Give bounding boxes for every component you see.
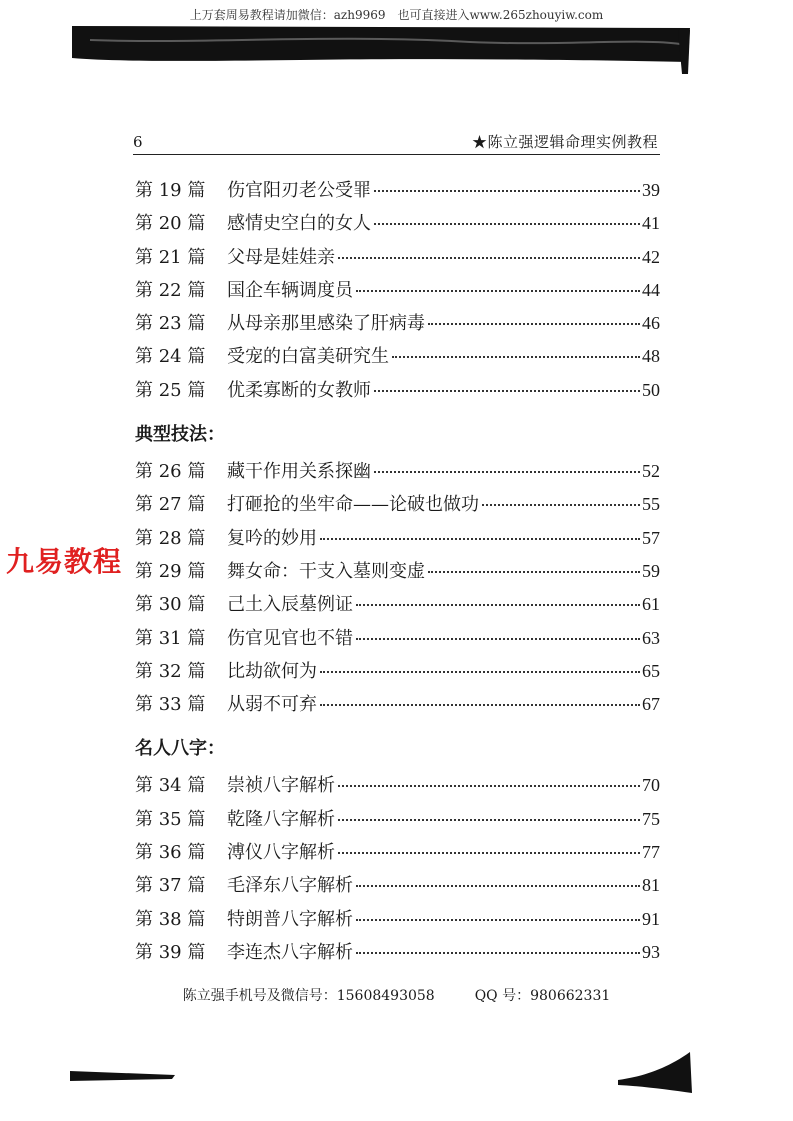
toc-entry-number: 第 30 篇 [135, 594, 206, 616]
toc-entry [135, 457, 660, 490]
toc-entry [135, 309, 660, 342]
header-rule [133, 154, 660, 155]
toc-leader-dots [482, 504, 640, 506]
toc-entry-title: 打砸抢的坐牢命——论破也做功 [227, 494, 479, 516]
toc-entry [135, 771, 660, 804]
toc-leader-dots [428, 571, 640, 573]
toc-entry [135, 690, 660, 723]
toc-entry-number: 第 19 篇 [135, 180, 206, 201]
toc-entry-title: 毛泽东八字解析 [227, 875, 353, 897]
toc-entry-title: 崇祯八字解析 [227, 775, 335, 797]
toc-entry [135, 938, 660, 971]
toc-entry-number: 第 22 篇 [135, 279, 206, 301]
footer-qq: QQ 号：980662331 [474, 988, 611, 1004]
toc-leader-dots [356, 952, 640, 954]
page-number: 6 [133, 133, 143, 151]
toc-entry-title: 伤官见官也不错 [227, 627, 353, 649]
toc-leader-dots [374, 223, 640, 225]
toc-entry-number: 第 34 篇 [135, 775, 206, 797]
toc-entry [135, 871, 660, 904]
running-title: ★陈立强逻辑命理实例教程 [471, 133, 658, 151]
toc-leader-dots [374, 390, 640, 392]
table-of-contents [135, 176, 660, 971]
toc-group-1 [135, 176, 660, 409]
toc-entry-number: 第 37 篇 [135, 875, 206, 897]
toc-entry-page: 61 [642, 594, 660, 615]
toc-entry-number: 第 27 篇 [135, 494, 206, 516]
toc-entry-page: 63 [642, 627, 660, 648]
toc-entry [135, 805, 660, 838]
toc-entry-title: 乾隆八字解析 [227, 808, 335, 830]
toc-entry-page: 55 [642, 494, 660, 515]
toc-entry-number: 第 25 篇 [135, 379, 206, 401]
toc-leader-dots [392, 356, 640, 358]
footer-phone: 陈立强手机号及微信号：15608493058 [182, 988, 435, 1004]
toc-leader-dots [374, 190, 640, 192]
toc-leader-dots [320, 671, 640, 673]
toc-entry-title: 己土入辰墓例证 [227, 594, 353, 616]
toc-entry-page: 65 [642, 660, 660, 681]
toc-entry [135, 276, 660, 309]
toc-entry-page: 75 [642, 808, 660, 829]
toc-entry-page: 91 [642, 908, 660, 929]
top-right-tab [678, 30, 690, 74]
toc-entry [135, 376, 660, 409]
toc-entry-title: 父母是娃娃亲 [227, 246, 335, 268]
toc-entry [135, 905, 660, 938]
toc-entry-page: 59 [642, 560, 660, 581]
toc-entry [135, 342, 660, 375]
toc-entry-number: 第 31 篇 [135, 627, 206, 649]
toc-entry-title: 李连杰八字解析 [227, 941, 353, 963]
toc-leader-dots [320, 538, 640, 540]
toc-entry-title: 复吟的妙用 [227, 527, 317, 549]
toc-leader-dots [428, 323, 640, 325]
toc-entry-title: 比劫欲何为 [227, 660, 317, 682]
toc-leader-dots [338, 257, 640, 259]
toc-entry-number: 第 20 篇 [135, 213, 206, 235]
footer-contact [0, 985, 793, 1005]
toc-entry [135, 838, 660, 871]
toc-entry [135, 524, 660, 557]
top-bar-highlight [90, 39, 680, 44]
bottom-left-bar [70, 1071, 175, 1081]
toc-entry-title: 藏干作用关系探幽 [227, 461, 371, 483]
toc-entry-page: 41 [642, 213, 660, 234]
toc-entry [135, 557, 660, 590]
toc-entry-title: 伤官阳刃老公受罪 [227, 180, 371, 201]
top-black-bar [72, 26, 690, 62]
toc-entry-page: 52 [642, 461, 660, 482]
toc-entry-title: 国企车辆调度员 [227, 279, 353, 301]
toc-entry-number: 第 33 篇 [135, 694, 206, 716]
toc-leader-dots [320, 704, 640, 706]
toc-entry [135, 243, 660, 276]
toc-entry-title: 溥仪八字解析 [227, 842, 335, 864]
section-heading-techniques: 典型技法： [135, 424, 225, 446]
toc-entry-title: 从弱不可弃 [227, 694, 317, 716]
toc-leader-dots [338, 819, 640, 821]
toc-entry [135, 176, 660, 209]
toc-entry-number: 第 35 篇 [135, 808, 206, 830]
toc-entry-number: 第 32 篇 [135, 660, 206, 682]
toc-entry-title: 舞女命：干支入墓则变虚 [227, 560, 425, 582]
toc-entry-page: 93 [642, 941, 660, 962]
toc-entry-page: 67 [642, 694, 660, 715]
toc-entry-number: 第 38 篇 [135, 908, 206, 930]
bottom-right-wedge [618, 1052, 692, 1093]
toc-entry-page: 81 [642, 875, 660, 896]
toc-leader-dots [356, 919, 640, 921]
toc-entry-title: 优柔寡断的女教师 [227, 379, 371, 401]
toc-entry-number: 第 28 篇 [135, 527, 206, 549]
toc-leader-dots [356, 290, 640, 292]
toc-entry-number: 第 23 篇 [135, 313, 206, 335]
toc-entry [135, 657, 660, 690]
toc-entry-title: 从母亲那里感染了肝病毒 [227, 313, 425, 335]
toc-entry-number: 第 29 篇 [135, 560, 206, 582]
toc-entry [135, 590, 660, 623]
toc-entry-page: 50 [642, 379, 660, 400]
toc-entry-number: 第 26 篇 [135, 461, 206, 483]
watermark-logo: 九易教程 [6, 545, 123, 578]
toc-leader-dots [356, 604, 640, 606]
toc-entry [135, 209, 660, 242]
toc-entry-page: 48 [642, 346, 660, 367]
toc-group-3 [135, 771, 660, 971]
toc-entry [135, 490, 660, 523]
toc-entry-number: 第 39 篇 [135, 941, 206, 963]
toc-entry-title: 受宠的白富美研究生 [227, 346, 389, 368]
toc-entry-page: 44 [642, 279, 660, 300]
toc-leader-dots [374, 471, 640, 473]
toc-group-2 [135, 457, 660, 723]
toc-entry-number: 第 21 篇 [135, 246, 206, 268]
toc-entry-page: 77 [642, 842, 660, 863]
toc-entry-number: 第 36 篇 [135, 842, 206, 864]
toc-entry-page: 57 [642, 527, 660, 548]
toc-leader-dots [338, 852, 640, 854]
toc-entry-number: 第 24 篇 [135, 346, 206, 368]
toc-entry-page: 70 [642, 775, 660, 796]
toc-leader-dots [356, 638, 640, 640]
top-note: 上万套周易教程请加微信：azh9969 也可直接进入www.265zhouyiw.com [189, 8, 604, 22]
toc-leader-dots [338, 785, 640, 787]
toc-entry-title: 感情史空白的女人 [227, 213, 371, 235]
toc-entry-page: 42 [642, 246, 660, 267]
toc-entry-page: 46 [642, 313, 660, 334]
toc-entry-page: 39 [642, 180, 660, 200]
toc-leader-dots [356, 885, 640, 887]
toc-entry-title: 特朗普八字解析 [227, 908, 353, 930]
section-heading-celebrities: 名人八字： [135, 738, 225, 760]
toc-entry [135, 624, 660, 657]
